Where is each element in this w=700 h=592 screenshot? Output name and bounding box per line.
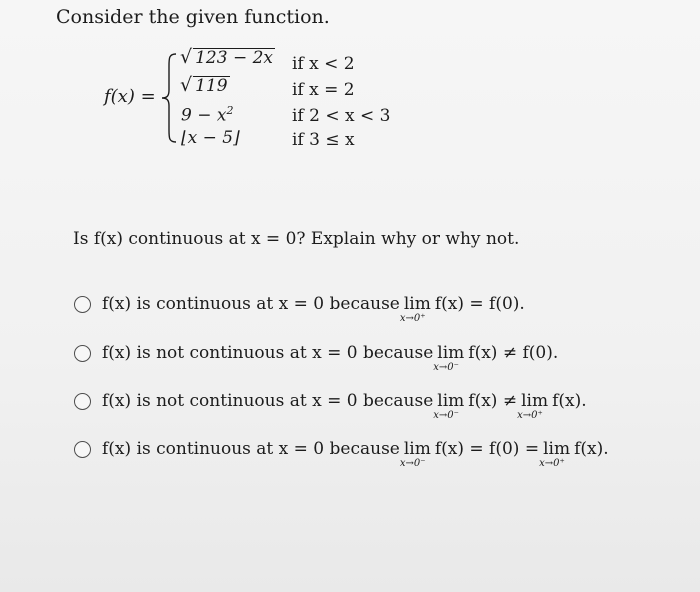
option-3-tail: f(x). (552, 391, 587, 411)
case-2-condition: if x = 2 (292, 80, 355, 100)
case-3-base: 9 − x (181, 105, 227, 126)
case-1-radicand: 123 − 2x (195, 48, 274, 68)
option-3-lim-left: lim (437, 391, 465, 411)
case-2-radicand: 119 (195, 76, 228, 96)
radio-button-3[interactable] (74, 393, 91, 410)
case-4-condition: if 3 ≤ x (292, 130, 355, 150)
case-4-expression: ⌊x − 5⌋ (181, 128, 240, 148)
option-2-equation: f(x) ≠ f(0). (468, 343, 559, 363)
option-3-equation: f(x) ≠ (468, 391, 518, 411)
option-4-lim-right-subscript: x→0⁺ (539, 458, 565, 469)
option-3-lim-right: lim (521, 391, 549, 411)
case-1-expression: √ 123 − 2x (180, 46, 274, 68)
option-2-lim: lim (437, 343, 465, 363)
radio-button-2[interactable] (74, 345, 91, 362)
option-3-lim-left-subscript: x→0⁻ (433, 410, 459, 421)
option-1-equation: f(x) = f(0). (434, 294, 525, 314)
option-1-text: f(x) is continuous at x = 0 because (102, 294, 400, 314)
question-text: Is f(x) continuous at x = 0? Explain why or why not. (73, 229, 520, 249)
option-4-text: f(x) is continuous at x = 0 because (102, 439, 400, 459)
case-2-expression: √ 119 (180, 74, 228, 96)
option-4-lim-left: lim (403, 439, 431, 459)
option-2-text: f(x) is not continuous at x = 0 because (102, 343, 434, 363)
option-1-lim: lim (403, 294, 431, 314)
option-4-lim-right: lim (543, 439, 571, 459)
left-brace (160, 52, 178, 144)
option-4-lim-left-subscript: x→0⁻ (399, 458, 426, 469)
answer-option-3[interactable] (74, 388, 674, 421)
answer-option-1[interactable] (74, 291, 674, 324)
answer-option-4[interactable] (74, 436, 674, 469)
radio-button-4[interactable] (74, 441, 91, 458)
option-3-lim-right-subscript: x→0⁺ (517, 410, 543, 421)
page-title: Consider the given function. (56, 6, 330, 28)
option-3-text: f(x) is not continuous at x = 0 because (102, 391, 434, 411)
option-4-equation: f(x) = f(0) = (434, 439, 540, 459)
option-4-tail: f(x). (574, 439, 609, 459)
case-3-condition: if 2 < x < 3 (292, 106, 391, 126)
function-label: f(x) = (104, 86, 156, 107)
option-2-lim-subscript: x→0⁻ (433, 362, 459, 373)
answer-option-2[interactable] (74, 340, 674, 373)
radio-button-1[interactable] (74, 296, 91, 313)
case-1-condition: if x < 2 (292, 54, 355, 74)
case-3-expression (181, 104, 233, 126)
case-3-exponent: 2 (226, 104, 234, 117)
option-1-lim-subscript: x→0⁺ (399, 313, 426, 324)
